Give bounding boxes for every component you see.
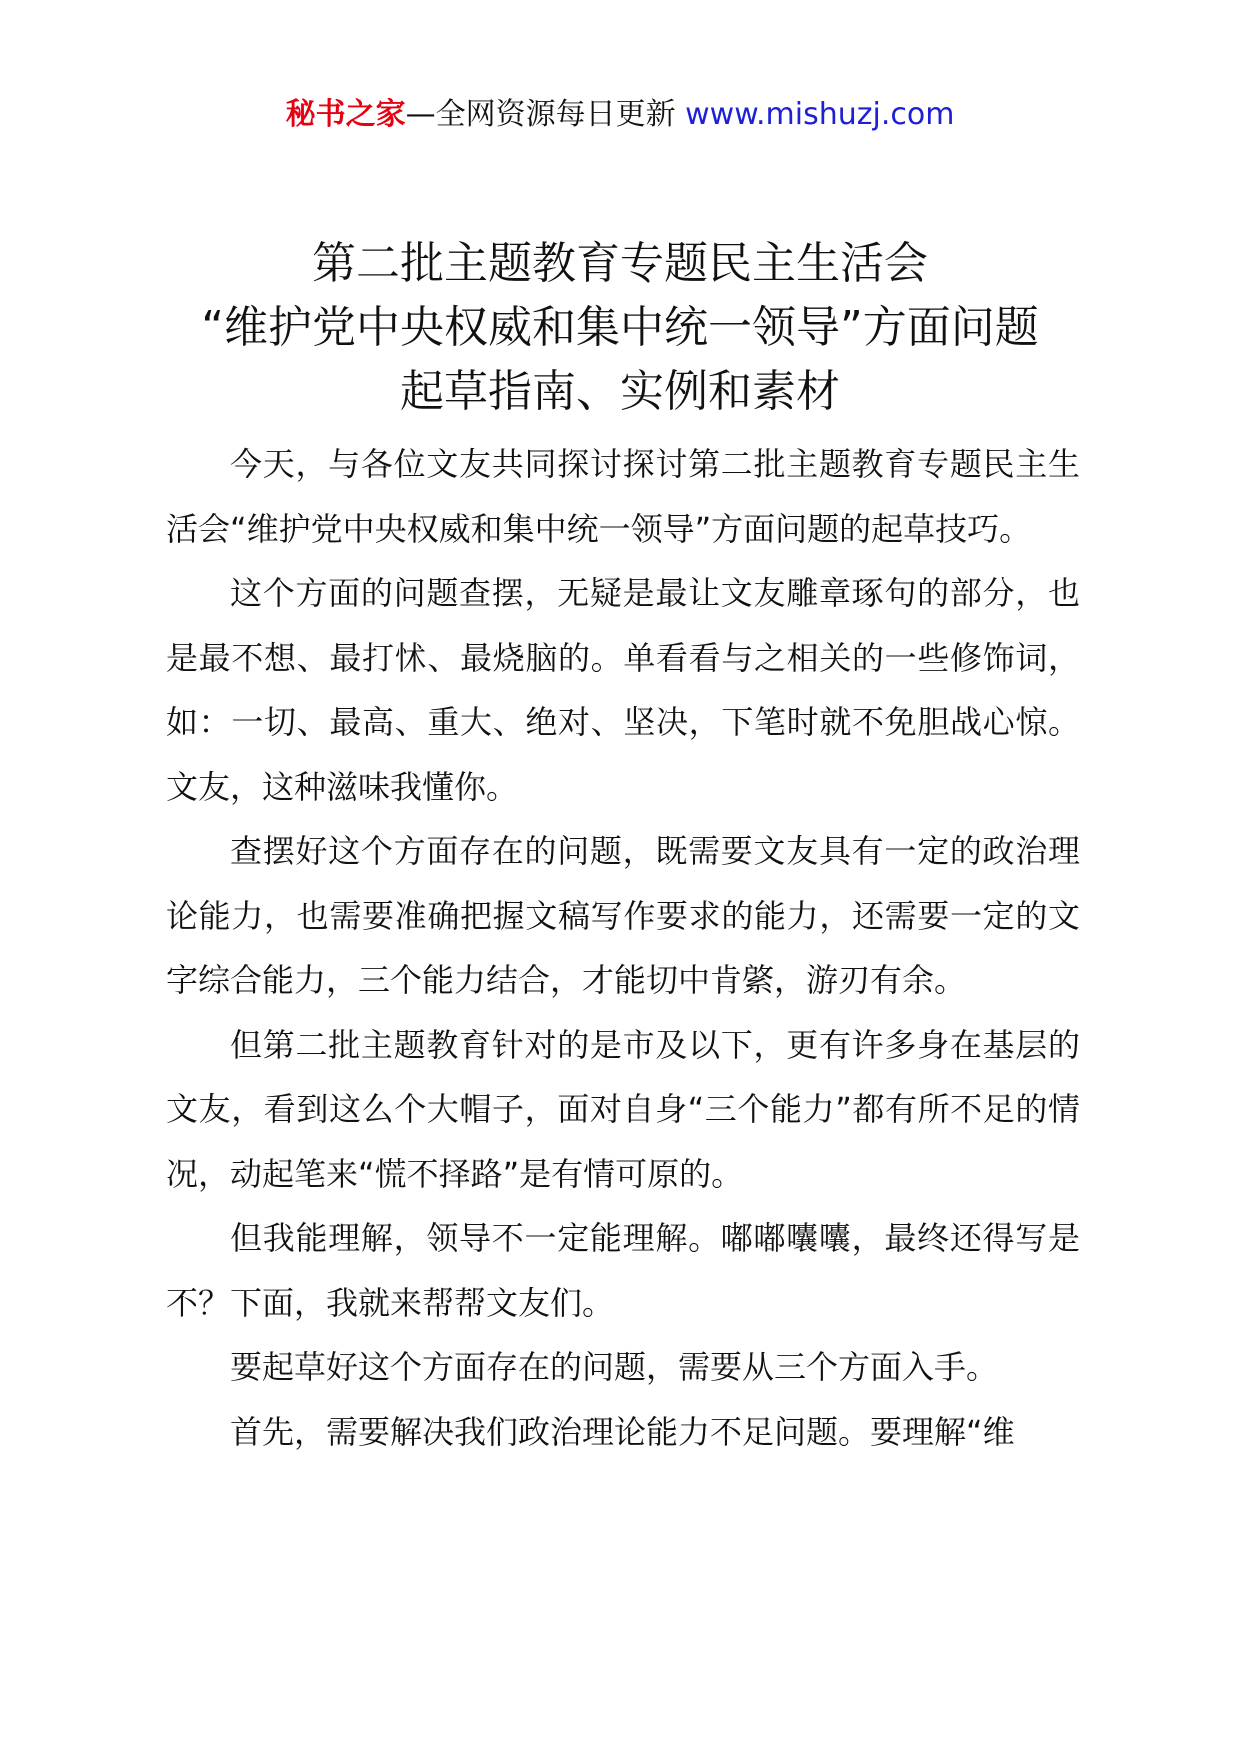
paragraph: 要起草好这个方面存在的问题，需要从三个方面入手。 (230, 1348, 999, 1386)
title-line-3: 起草指南、实例和素材 (400, 366, 840, 417)
site-brand: 秘书之家 (285, 97, 406, 132)
paragraph: 查摆好这个方面存在的问题，既需要文友具有一定的政治理论能力，也需要准确把握文稿写作要求的能力，还需要一定的文字综合能力，三个能力结合，才能切中肯綮，游刃有余。 (166, 832, 1080, 999)
paragraph: 这个方面的问题查摆，无疑是最让文友雕章琢句的部分，也是最不想、最打怵、最烧脑的。单看看与之相关的一些修饰词，如：一切、最高、重大、绝对、坚决，下笔时就不免胆战心惊。文友，这种滋味我懂你。 (166, 574, 1080, 806)
title-line-1: 第二批主题教育专题民主生活会 (312, 238, 928, 289)
site-header (0, 95, 1240, 135)
title-line-2: “维护党中央权威和集中统一领导”方面问题 (201, 302, 1039, 353)
site-url-link[interactable]: www.mishuzj.com (685, 97, 955, 132)
paragraph: 但第二批主题教育针对的是市及以下，更有许多身在基层的文友，看到这么个大帽子，面对自身“三个能力”都有所不足的情况，动起笔来“慌不择路”是有情可原的。 (166, 1025, 1080, 1193)
site-tagline: —全网资源每日更新 (405, 97, 686, 132)
document-body (166, 432, 1080, 1464)
paragraph: 今天，与各位文友共同探讨探讨第二批主题教育专题民主生活会“维护党中央权威和集中统一领导”方面问题的起草技巧。 (166, 445, 1080, 548)
paragraph: 但我能理解，领导不一定能理解。嘟嘟囔囔，最终还得写是不？下面，我就来帮帮文友们。 (166, 1219, 1080, 1322)
paragraph: 首先，需要解决我们政治理论能力不足问题。要理解“维 (230, 1412, 1015, 1451)
document-title (160, 232, 1080, 424)
